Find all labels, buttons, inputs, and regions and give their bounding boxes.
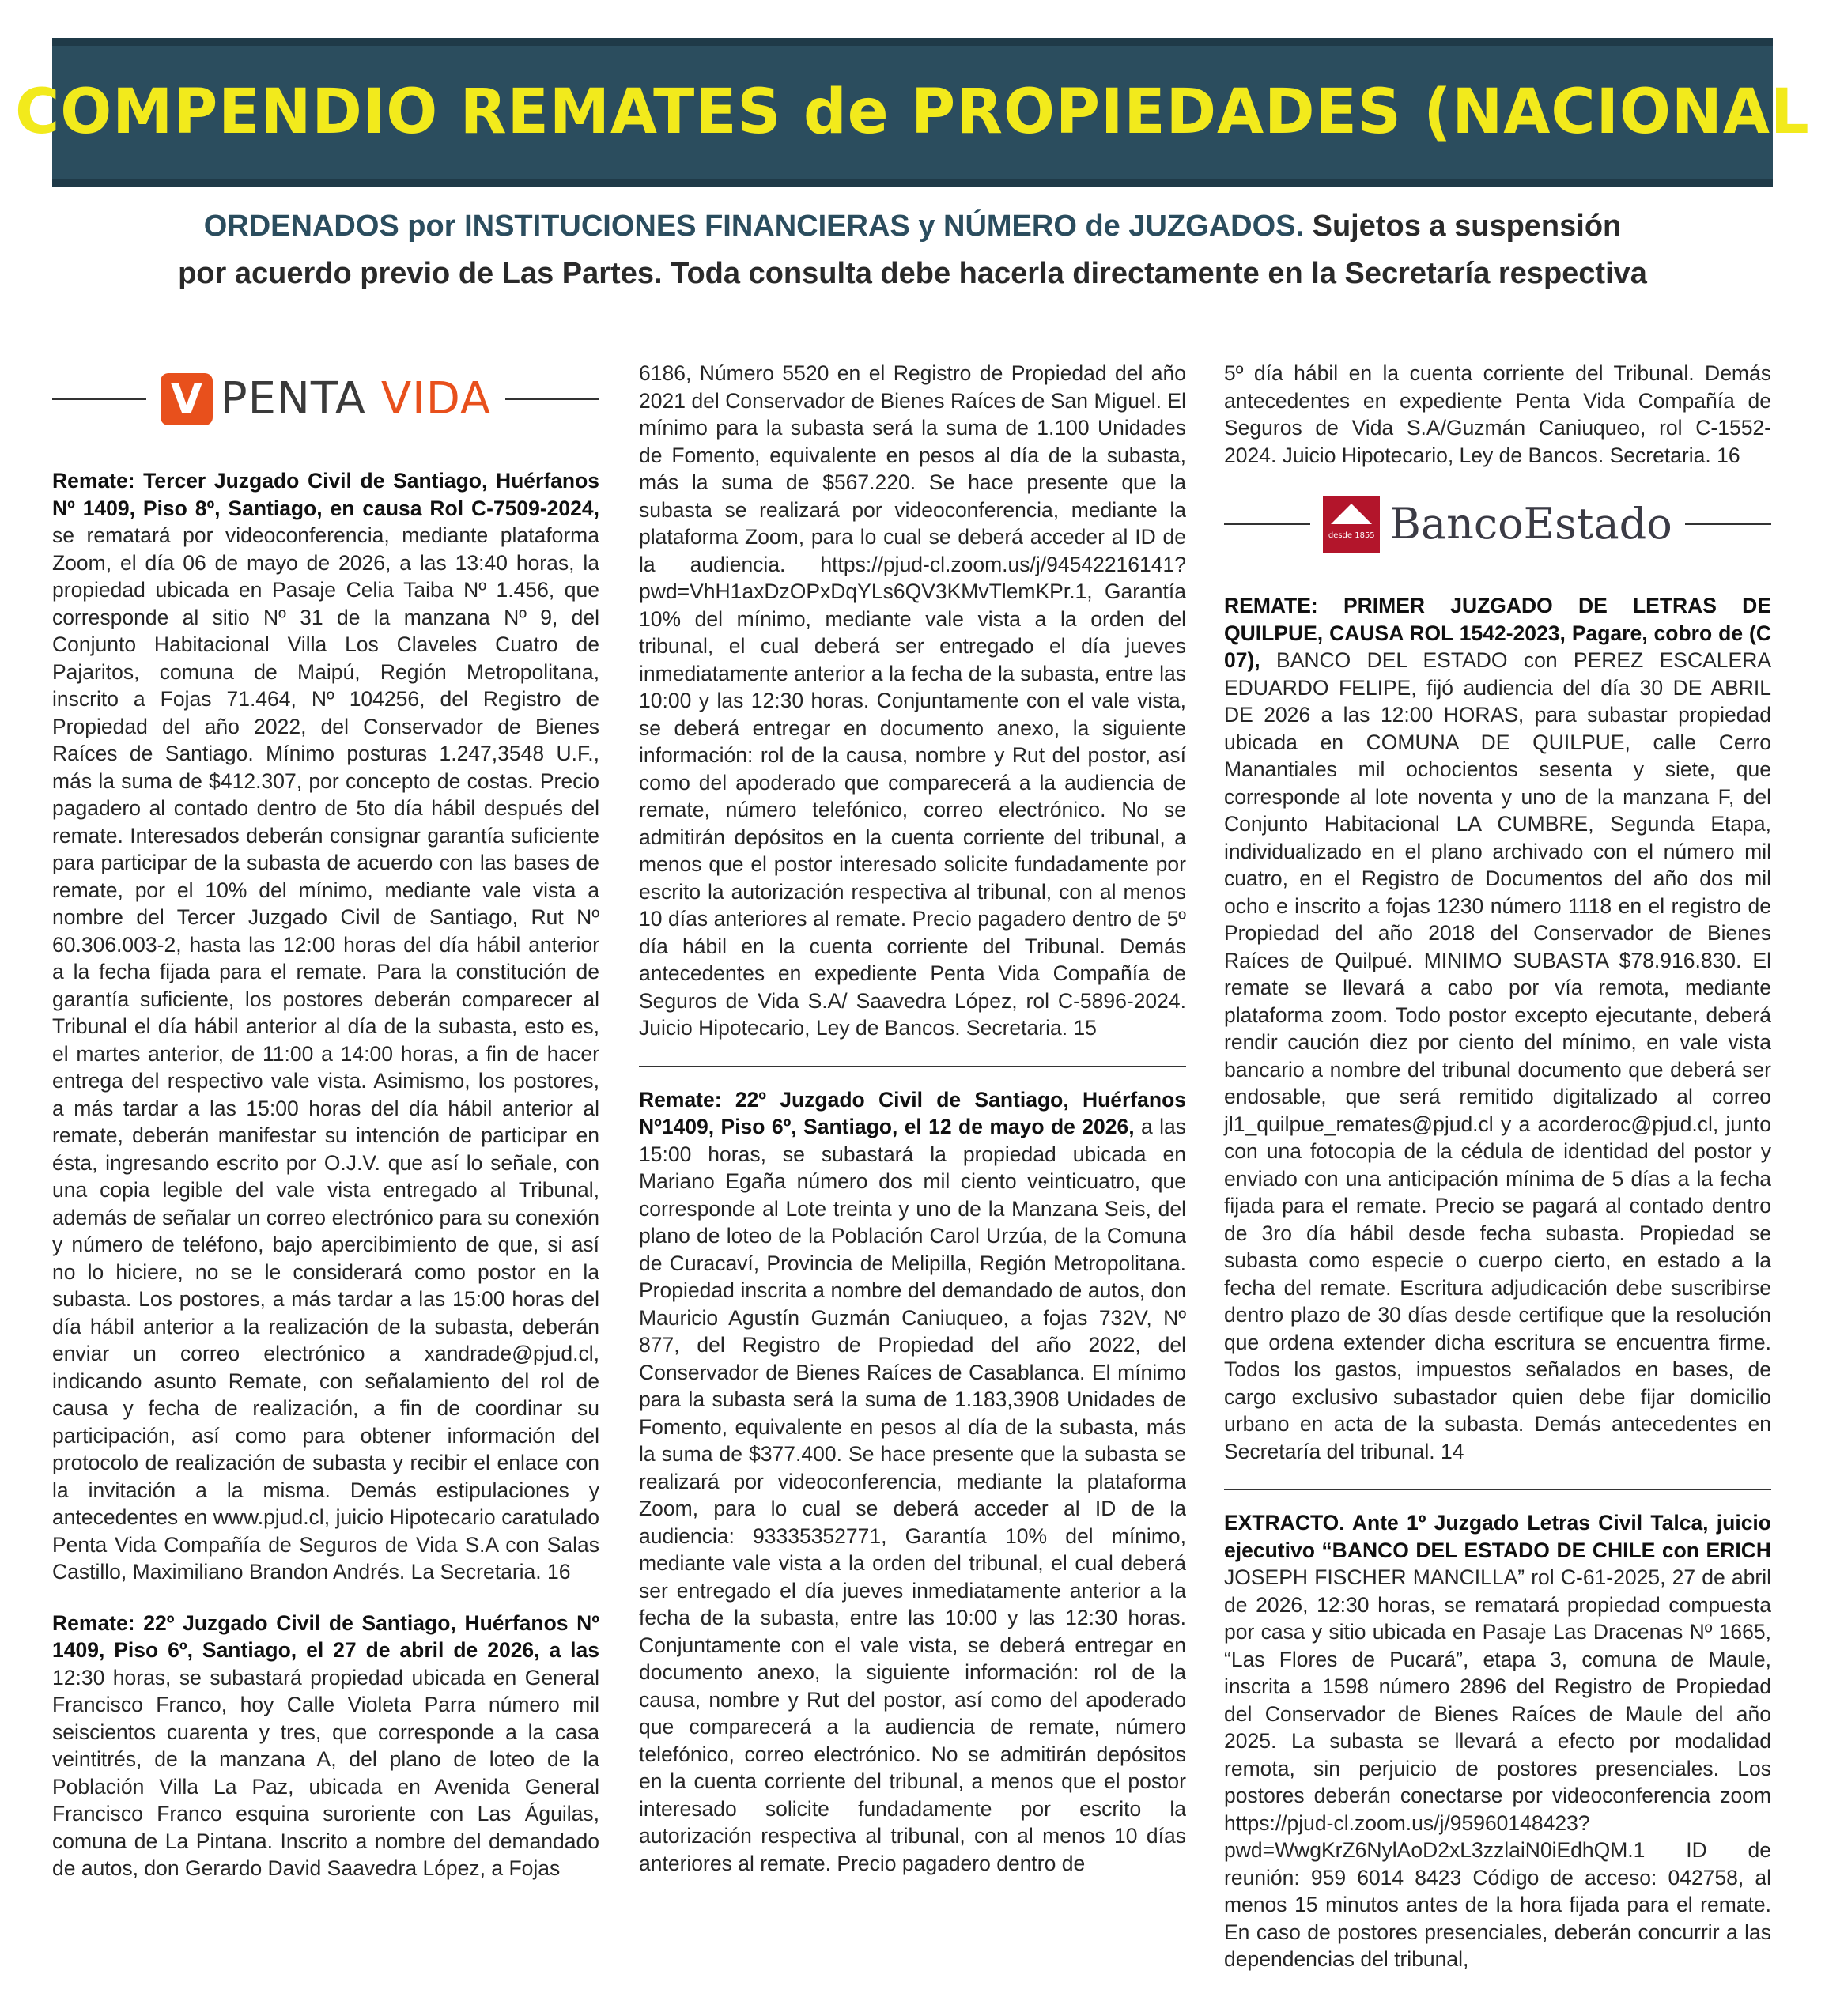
- notice-3: [639, 1086, 1186, 1878]
- title-banner: [15, 38, 1810, 187]
- notice-4: [1224, 592, 1771, 1465]
- column-3: [1224, 360, 1771, 1997]
- notice-5-body: JOSEPH FISCHER MANCILLA” rol C-61-2025, 27 de abril de 2026, 12:30 horas, se rematará propiedad compuesta por casa y sitio ubicada en Pasaje Las Dracenas Nº 1665, “Las Flores de Pucará”, etapa 3, comuna de Maule, inscrita a 1598 número 2896 del Registro de Propiedad del Conservador de Bienes Raíces de Maule del año 2025. La subasta se llevará a efecto por modalidad remota, sin perjuicio de postores presenciales. Los postores deberán conectarse por videoconferencia zoom https://pjud-cl.zoom.us/j/95960148423?pwd=WwgKrZ6NylAoD2xL3zzlaiN0iEdhQM.1 ID de reunión: 959 6014 8423 Código de acceso: 042758, al menos 15 minutos antes de la hora fijada para el remate. En caso de postores presenciales, deberán concurrir a las dependencias del tribunal,: [1224, 1565, 1771, 1971]
- divider: [639, 1066, 1186, 1067]
- divider-left: [52, 398, 146, 400]
- pentavida-word-a: PENTA: [220, 372, 367, 425]
- notice-5-lead: EXTRACTO. Ante 1º Juzgado Letras Civil Talca, juicio ejecutivo “BANCO DEL ESTADO DE CHILE con ERICH: [1224, 1511, 1771, 1562]
- pentavida-logo: [146, 373, 505, 425]
- bancoestado-logo: [1310, 496, 1685, 553]
- divider-right: [505, 398, 599, 400]
- subtitle-line2: por acuerdo previo de Las Partes. Toda consulta debe hacerla directamente en la Secretaría respectiva: [178, 257, 1647, 290]
- notice-1-body: se rematará por videoconferencia, mediante plataforma Zoom, el día 06 de mayo de 2026, a las 13:40 horas, la propiedad ubicada en Pasaje Celia Taiba Nº 1.456, que corresponde al sitio Nº 31 de la manzana Nº 9, del Conjunto Habitacional Villa Los Claveles Cuatro de Pajaritos, comuna de Maipú, Región Metropolitana, inscrito a Fojas 71.464, Nº 104256, del Registro de Propiedad del año 2022, del Conservador de Bienes Raíces de Santiago. Mínimo posturas 1.247,3548 U.F., más la suma de $412.307, por concepto de costas. Precio pagadero al contado dentro de 5to día hábil después del remate. Interesados deberán consignar garantía suficiente para participar de la subasta de acuerdo con las bases de remate, por el 10% del mínimo, mediante vale vista a nombre del Tercer Juzgado Civil de Santiago, Rut Nº 60.306.003-2, hasta las 12:00 horas del día hábil anterior a la fecha fijada para el remate. Para la constitución de garantía suficiente, los postores deberán comparecer al Tribunal el día hábil anterior al día de la subasta, esto es, el martes anterior, de 11:00 a 14:00 horas, a fin de hacer entrega del respectivo vale vista. Asimismo, los postores, a más tardar a las 15:00 horas del día hábil anterior al remate, deberán manifestar su intención de participar en ésta, ingresando escrito por O.J.V. que así lo señale, con una copia legible del vale vista entregado al Tribunal, además de señalar un correo electrónico para su conexión y número de teléfono, bajo apercibimiento de que, si así no lo hiciere, no se le considerará como postor en la subasta. Los postores, a más tardar a las 15:00 horas del día hábil anterior a la realización de la subasta, deberán enviar un correo electrónico a xandrade@pjud.cl, indicando asunto Remate, con señalamiento del rol de causa y fecha de realización, a fin de coordinar su participación, así como para obtener información del protocolo de realización de subasta y recibir el enlace con la invitación a la misma. Demás estipulaciones y antecedentes en www.pjud.cl, juicio Hipotecario caratulado Penta Vida Compañía de Seguros de Vida S.A con Salas Castillo, Maximiliano Brandon Andrés. La Secretaria. 16: [52, 523, 599, 1584]
- notice-2: [52, 1610, 599, 1882]
- notice-4-lead: REMATE: PRIMER JUZGADO DE LETRAS DE QUILPUE, CAUSA ROL 1542-2023, Pagare, cobro de (C 07),: [1224, 594, 1771, 672]
- bancoestado-logo-row: [1224, 485, 1771, 564]
- pentavida-logo-row: [52, 360, 599, 439]
- penta-vida-logo-icon: V: [161, 373, 213, 425]
- banco-estado-logo-icon: [1323, 496, 1380, 553]
- notice-3-lead: Remate: 22º Juzgado Civil de Santiago, Huérfanos Nº1409, Piso 6º, Santiago, el 12 de mayo de 2026,: [639, 1087, 1186, 1138]
- bancoestado-since: desde 1855: [1328, 530, 1375, 540]
- page-subtitle: [52, 202, 1773, 297]
- notice-2-lead: Remate: 22º Juzgado Civil de Santiago, Huérfanos Nº 1409, Piso 6º, Santiago, el 27 de abril de 2026, a las: [52, 1610, 599, 1662]
- notice-3-continued: [1224, 360, 1771, 469]
- notice-1: [52, 467, 599, 1586]
- page-title: COMPENDIO REMATES de PROPIEDADES (NACIONAL: [15, 77, 1810, 148]
- divider: [1224, 1489, 1771, 1490]
- notice-5: [1224, 1509, 1771, 1973]
- column-1: [52, 360, 599, 1906]
- notice-4-body: BANCO DEL ESTADO con PEREZ ESCALERA EDUARDO FELIPE, fijó audiencia del día 30 DE ABRIL DE 2026 a las 12:00 HORAS, para subastar propiedad ubicada en COMUNA DE QUILPUE, calle Cerro Manantiales mil ochocientos sesenta y siete, que corresponde al lote noventa y uno de la manzana F, del Conjunto Habitacional LA CUMBRE, Segunda Etapa, individualizado en el plano archivado con el número mil cuatro, en el Registro de Documentos del año dos mil ocho e inscrito a fojas 1230 número 1118 en el registro de Propiedad del año 2018 del Conservador de Bienes Raíces de Quilpué. MINIMO SUBASTA $78.916.830. El remate se llevará a cabo por vía remota, mediante plataforma zoom. Todo postor excepto ejecutante, deberá rendir caución diez por ciento del mínimo, en vale vista bancario a nombre del tribunal documento que deberá ser endosable, que será remitido digitalizado al correo jl1_quilpue_remates@pjud.cl y a acorderoc@pjud.cl, junto con una fotocopia de la cédula de identidad del postor y enviado con una anticipación mínima de 5 días a la fecha fijada para el remate. Precio se pagará al contado dentro de 3ro día hábil desde fecha subasta. Propiedad se subasta como especie o cuerpo cierto, en estado a la fecha del remate. Escritura adjudicación debe suscribirse dentro plazo de 30 días desde certifique que la resolución que ordena extender dicha escritura se encuentra firme. Todos los gastos, impuestos señalados en bases, de cargo exclusivo subastador quien debe fijar domicilio urbano en acta de la subasta. Demás antecedentes en Secretaría del tribunal. 14: [1224, 648, 1771, 1463]
- bancoestado-wordmark: BancoEstado: [1389, 498, 1672, 549]
- subtitle-rest: Sujetos a suspensión: [1304, 210, 1622, 243]
- divider-left: [1224, 523, 1310, 525]
- divider-right: [1685, 523, 1771, 525]
- subtitle-bold: ORDENADOS por INSTITUCIONES FINANCIERAS y NÚMERO de JUZGADOS.: [203, 210, 1305, 243]
- pentavida-word-b: VIDA: [380, 372, 492, 425]
- notice-1-lead: Remate: Tercer Juzgado Civil de Santiago, Huérfanos Nº 1409, Piso 8º, Santiago, en causa Rol C-7509-2024,: [52, 469, 599, 520]
- notice-3-body: a las 15:00 horas, se subastará la propiedad ubicada en Mariano Egaña número dos mil ciento veinticuatro, que corresponde al Lote treinta y uno de la Manzana Seis, del plano de loteo de la Población Carol Urzúa, de la Comuna de Curacaví, Provincia de Melipilla, Región Metropolitana. Propiedad inscrita a nombre del demandado de autos, don Mauricio Agustín Guzmán Caniuqueo, a fojas 732V, Nº 877, del Registro de Propiedad del año 2022, del Conservador de Bienes Raíces de Casablanca. El mínimo para la subasta será la suma de 1.183,3908 Unidades de Fomento, equivalente en pesos al día de la subasta, más la suma de $377.400. Se hace presente que la subasta se realizará por videoconferencia, mediante la plataforma Zoom, para lo cual se deberá acceder al ID de la audiencia: 93335352771, Garantía 10% del mínimo, mediante vale vista a la orden del tribunal, el cual deberá ser entregado el día jueves inmediatamente anterior a la fecha de la subasta, entre las 10:00 y las 12:30 horas. Conjuntamente con el vale vista, se deberá entregar en documento anexo, la siguiente información: rol de la causa, nombre y Rut del postor, así como del apoderado que comparecerá a la audiencia de remate, número telefónico, correo electrónico. No se admitirán depósitos en la cuenta corriente del tribunal, a menos que el postor interesado solicite fundadamente por escrito la autorización respectiva al tribunal, con al menos 10 días anteriores al remate. Precio pagadero dentro de: [639, 1115, 1186, 1875]
- column-2: [639, 360, 1186, 1901]
- notice-3-body-cont: 5º día hábil en la cuenta corriente del Tribunal. Demás antecedentes en expediente Penta Vida Compañía de Seguros de Vida S.A/Guzmán Caniuqueo, rol C-1552-2024. Juicio Hipotecario, Ley de Bancos. Secretaria. 16: [1224, 361, 1771, 467]
- notice-2-body-cont: 6186, Número 5520 en el Registro de Propiedad del año 2021 del Conservador de Bienes Raíces de San Miguel. El mínimo para la subasta será la suma de 1.100 Unidades de Fomento, equivalente en pesos al día de la subasta, más la suma de $567.220. Se hace presente que la subasta se realizará por videoconferencia, mediante la plataforma Zoom, para lo cual se deberá acceder al ID de la audiencia. https://pjud-cl.zoom.us/j/94542216141?pwd=VhH1axDzOPxDqYLs6QV3KMvTlemKPr.1, Garantía 10% del mínimo, mediante vale vista a la orden del tribunal, el cual deberá ser entregado el día jueves inmediatamente anterior a la fecha de la subasta, entre las 10:00 y las 12:30 horas. Conjuntamente con el vale vista, se deberá entregar en documento anexo, la siguiente información: rol de la causa, nombre y Rut del postor, así como del apoderado que comparecerá a la audiencia de remate, número telefónico, correo electrónico. No se admitirán depósitos en la cuenta corriente del tribunal, a menos que el postor interesado solicite fundadamente por escrito la autorización respectiva al tribunal, con al menos 10 días anteriores al remate. Precio pagadero dentro de 5º día hábil en la cuenta corriente del Tribunal. Demás antecedentes en expediente Penta Vida Compañía de Seguros de Vida S.A/ Saavedra López, rol C-5896-2024. Juicio Hipotecario, Ley de Bancos. Secretaria. 15: [639, 361, 1186, 1040]
- notice-2-continued: [639, 360, 1186, 1042]
- notice-2-body: 12:30 horas, se subastará propiedad ubicada en General Francisco Franco, hoy Calle Violeta Parra número mil seiscientos cuarenta y tres, que corresponde a la casa veintitrés, de la manzana A, del plano de loteo de la Población Villa La Paz, ubicada en Avenida General Francisco Franco esquina suroriente con Las Águilas, comuna de La Pintana. Inscrito a nombre del demandado de autos, don Gerardo David Saavedra López, a Fojas: [52, 1665, 599, 1880]
